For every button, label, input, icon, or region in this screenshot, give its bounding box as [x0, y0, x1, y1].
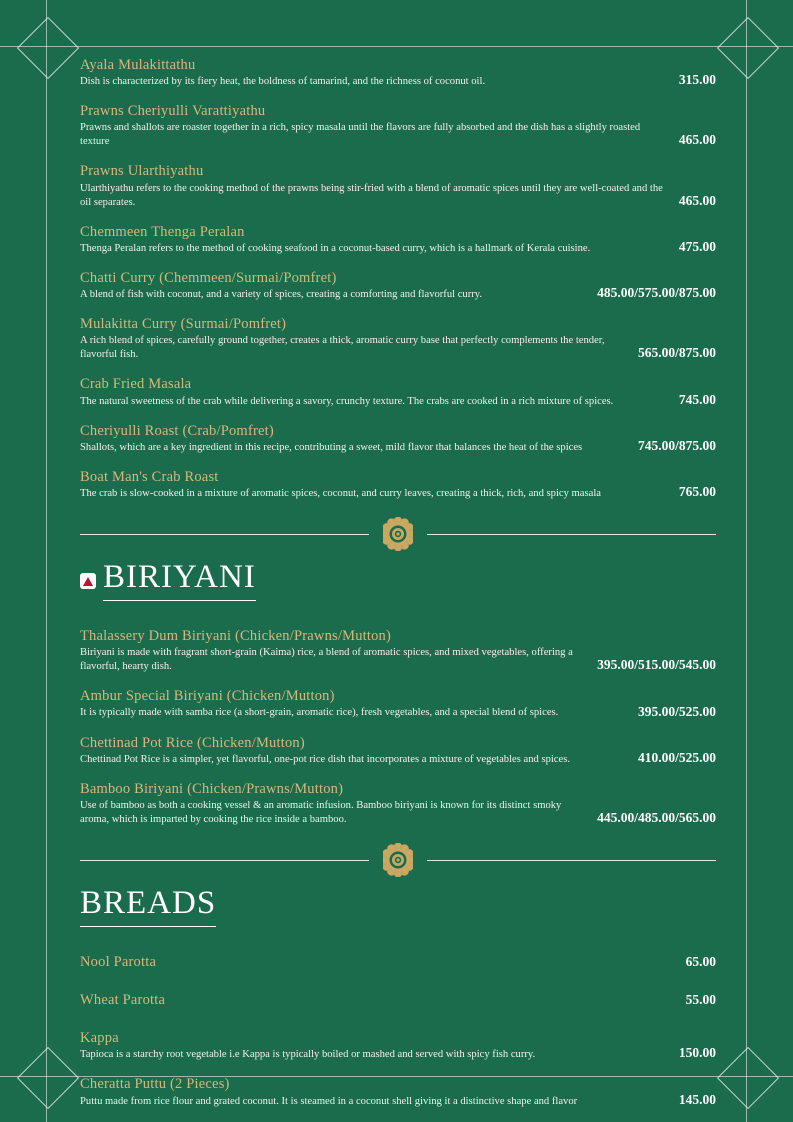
menu-item-price: 150.00 [678, 1045, 716, 1061]
menu-item-description: The natural sweetness of the crab while delivering a savory, crunchy texture. The crabs are cooked in a rich mixture of spices. [80, 395, 614, 407]
menu-item-price: 485.00/575.00/875.00 [597, 285, 716, 301]
menu-item-description: Biriyani is made with fragrant short-grain (Kaima) rice, a blend of aromatic spices, and mixed vegetables, offering a flavorful, hearty dish. [80, 647, 573, 673]
section-heading-biriyani [80, 561, 716, 601]
breads-item-list [80, 953, 716, 1109]
menu-item-name: Mulakitta Curry (Surmai/Pomfret) [80, 316, 287, 333]
biriyani-item-list [80, 627, 716, 827]
menu-item-price: 745.00/875.00 [637, 437, 716, 453]
section-heading-breads [80, 887, 716, 927]
section-title-breads: BREADS [80, 887, 216, 927]
menu-item-price: 65.00 [685, 953, 716, 969]
menu-item-text [80, 315, 638, 362]
menu-item [80, 780, 716, 827]
menu-item [80, 734, 716, 767]
section-divider [80, 517, 716, 551]
menu-item-text [80, 734, 638, 767]
seafood-item-list [80, 56, 716, 501]
menu-item-name: Thalassery Dum Biriyani (Chicken/Prawns/Mutton) [80, 628, 392, 645]
menu-item-text [80, 1075, 679, 1108]
menu-item-name: Wheat Parotta [80, 992, 166, 1009]
menu-item-name: Chatti Curry (Chemmeen/Surmai/Pomfret) [80, 269, 337, 286]
menu-item-price: 445.00/485.00/565.00 [597, 810, 716, 826]
nonveg-triangle-icon [80, 573, 96, 589]
menu-item-price: 475.00 [678, 238, 716, 254]
menu-item [80, 422, 716, 455]
menu-item-text [80, 422, 638, 455]
menu-item-description: Shallots, which are a key ingredient in this recipe, contributing a sweet, mild flavor that balances the heat of the spices [80, 441, 583, 453]
menu-item-description: Use of bamboo as both a cooking vessel & an aromatic infusion. Bamboo biriyani is known for its distinct smoky aroma, which is imparted by cooking the rice inside a bamboo. [80, 799, 562, 825]
menu-item [80, 162, 716, 209]
menu-item-text [80, 468, 679, 501]
menu-item-price: 745.00 [678, 391, 716, 407]
menu-item-name: Cheratta Puttu (2 Pieces) [80, 1076, 230, 1093]
menu-item-name: Kappa [80, 1030, 119, 1047]
menu-item-text [80, 162, 679, 209]
rosette-ornament-icon [383, 843, 413, 877]
menu-item-price: 145.00 [678, 1091, 716, 1107]
menu-item-description: The crab is slow-cooked in a mixture of aromatic spices, coconut, and curry leaves, creating a thick, rich, and spicy masala [80, 487, 601, 499]
menu-item-name: Chettinad Pot Rice (Chicken/Mutton) [80, 734, 305, 751]
menu-item-text [80, 627, 597, 674]
menu-item-description: Thenga Peralan refers to the method of cooking seafood in a coconut-based curry, which is a hallmark of Kerala cuisine. [80, 242, 591, 254]
menu-item-name: Nool Parotta [80, 954, 157, 971]
menu-item-name: Prawns Ularthiyathu [80, 163, 204, 180]
menu-item-description: It is typically made with samba rice (a short-grain, aromatic rice), fresh vegetables, and a special blend of spices. [80, 707, 559, 719]
menu-item-description: A rich blend of spices, carefully ground together, creates a thick, aromatic curry base that perfectly complements the tender, flavorful fish. [80, 335, 605, 361]
menu-item [80, 953, 716, 971]
menu-item-name: Ambur Special Biriyani (Chicken/Mutton) [80, 688, 335, 705]
menu-item-description: Puttu made from rice flour and grated coconut. It is steamed in a coconut shell giving it a distinctive shape and flavor [80, 1095, 578, 1107]
menu-item-price: 410.00/525.00 [637, 749, 716, 765]
menu-item-name: Prawns Cheriyulli Varattiyathu [80, 103, 266, 120]
menu-item-price: 55.00 [685, 991, 716, 1007]
menu-item [80, 223, 716, 256]
menu-item-text [80, 991, 686, 1009]
menu-item [80, 102, 716, 149]
divider-rule-left [80, 860, 369, 861]
menu-item-name: Crab Fried Masala [80, 376, 192, 393]
menu-item-description: A blend of fish with coconut, and a variety of spices, creating a comforting and flavorful curry. [80, 289, 483, 301]
menu-item [80, 1075, 716, 1108]
menu-item-price: 395.00/515.00/545.00 [597, 657, 716, 673]
menu-item-text [80, 269, 597, 302]
divider-rule-left [80, 534, 369, 535]
menu-item [80, 1029, 716, 1062]
menu-item-name: Ayala Mulakittathu [80, 57, 196, 73]
menu-item [80, 56, 716, 89]
menu-item [80, 375, 716, 408]
menu-item-price: 395.00/525.00 [637, 703, 716, 719]
menu-item-text [80, 687, 638, 720]
menu-item-text [80, 102, 679, 149]
menu-item-text [80, 1029, 679, 1062]
menu-item-price: 465.00 [678, 192, 716, 208]
menu-item-name: Bamboo Biriyani (Chicken/Prawns/Mutton) [80, 780, 344, 797]
menu-item-text [80, 953, 686, 971]
divider-rule-right [427, 860, 716, 861]
menu-item [80, 991, 716, 1009]
menu-item [80, 468, 716, 501]
menu-item-price: 565.00/875.00 [637, 345, 716, 361]
menu-item-price: 465.00 [678, 132, 716, 148]
menu-item-name: Boat Man's Crab Roast [80, 468, 219, 485]
menu-item-name: Chemmeen Thenga Peralan [80, 223, 245, 240]
menu-item [80, 687, 716, 720]
menu-item [80, 315, 716, 362]
divider-rule-right [427, 534, 716, 535]
menu-item-description: Tapioca is a starchy root vegetable i.e Kappa is typically boiled or mashed and served with spicy fish curry. [80, 1049, 536, 1061]
menu-item-description: Chettinad Pot Rice is a simpler, yet flavorful, one-pot rice dish that incorporates a mixture of vegetables and spices. [80, 753, 570, 765]
rosette-ornament-icon [383, 517, 413, 551]
menu-item-price: 315.00 [678, 72, 716, 88]
menu-item-text [80, 56, 679, 89]
menu-item-description: Prawns and shallots are roaster together in a rich, spicy masala until the flavors are fully absorbed and the dish has a slightly roasted texture [80, 122, 641, 148]
menu-item-name: Cheriyulli Roast (Crab/Pomfret) [80, 422, 274, 439]
menu-item [80, 269, 716, 302]
menu-item-text [80, 375, 679, 408]
menu-item-description: Dish is characterized by its fiery heat, the boldness of tamarind, and the richness of coconut oil. [80, 76, 486, 88]
section-divider [80, 843, 716, 877]
menu-item-price: 765.00 [678, 484, 716, 500]
section-title-biriyani: BIRIYANI [103, 561, 256, 601]
menu-item-text [80, 223, 679, 256]
menu-item-text [80, 780, 597, 827]
menu-item-description: Ularthiyathu refers to the cooking method of the prawns being stir-fried with a blend of aromatic spices until they are well-coated and the oil separates. [80, 182, 663, 208]
menu-item [80, 627, 716, 674]
